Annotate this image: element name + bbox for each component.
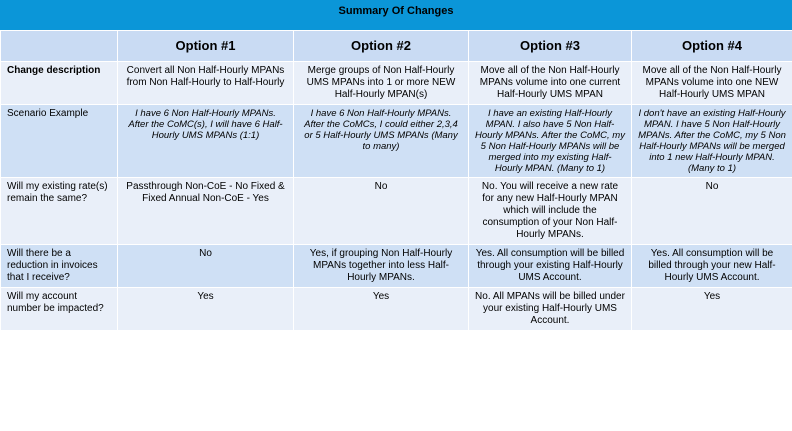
table-cell: No. You will receive a new rate for any new Half-Hourly MPAN which will include the consumption of your Non Half-Hourly MPANs.: [469, 178, 632, 245]
header-row: [1, 31, 792, 62]
table-cell: I have an existing Half-Hourly MPAN. I also have 5 Non Half-Hourly MPANs. After the CoMC, my 5 Non Half-Hourly MPANs will be merged into my existing Half-Hourly MPAN. (Many to 1): [469, 105, 632, 178]
table-cell: I don't have an existing Half-Hourly MPAN. I have 5 Non Half-Hourly MPANs. After the CoMC, my 5 Non Half-Hourly MPANs will be merged into 1 new Half-Hourly MPAN. (Many to 1): [632, 105, 792, 178]
table-row-existing-rates: [1, 178, 792, 245]
column-header-option-2: Option #2: [294, 31, 469, 62]
column-header-option-3: Option #3: [469, 31, 632, 62]
table-cell: Move all of the Non Half-Hourly MPANs volume into one NEW Half-Hourly UMS MPAN: [632, 62, 792, 105]
table-cell: Yes: [294, 288, 469, 331]
table-cell: No. All MPANs will be billed under your existing Half-Hourly UMS Account.: [469, 288, 632, 331]
row-label: Will there be a reduction in invoices that I receive?: [1, 245, 118, 288]
summary-table: [0, 30, 792, 331]
table-cell: No: [294, 178, 469, 245]
table-cell: Yes, if grouping Non Half-Hourly MPANs together into less Half-Hourly MPANs.: [294, 245, 469, 288]
table-cell: Move all of the Non Half-Hourly MPANs volume into one current Half-Hourly UMS MPAN: [469, 62, 632, 105]
table-cell: Yes: [118, 288, 294, 331]
summary-title: Summary Of Changes: [0, 0, 792, 30]
column-header-option-4: Option #4: [632, 31, 792, 62]
row-label: Will my existing rate(s) remain the same?: [1, 178, 118, 245]
table-row-invoice-reduction: [1, 245, 792, 288]
row-label: Scenario Example: [1, 105, 118, 178]
row-label: Change description: [1, 62, 118, 105]
row-label: Will my account number be impacted?: [1, 288, 118, 331]
table-cell: Convert all Non Half-Hourly MPANs from Non Half-Hourly to Half-Hourly: [118, 62, 294, 105]
table-cell: Passthrough Non-CoE - No Fixed & Fixed Annual Non-CoE - Yes: [118, 178, 294, 245]
table-row-scenario-example: [1, 105, 792, 178]
table-cell: No: [632, 178, 792, 245]
table-cell: I have 6 Non Half-Hourly MPANs. After the CoMC(s), I will have 6 Half-Hourly UMS MPANs (1:1): [118, 105, 294, 178]
table-row-change-description: [1, 62, 792, 105]
table-row-account-number: [1, 288, 792, 331]
table-cell: No: [118, 245, 294, 288]
table-cell: I have 6 Non Half-Hourly MPANs. After the CoMCs, I could either 2,3,4 or 5 Half-Hourly UMS MPANs (Many to many): [294, 105, 469, 178]
table-cell: Yes. All consumption will be billed through your new Half-Hourly UMS Account.: [632, 245, 792, 288]
header-corner: [1, 31, 118, 62]
table-cell: Yes: [632, 288, 792, 331]
table-cell: Merge groups of Non Half-Hourly UMS MPANs into 1 or more NEW Half-Hourly MPAN(s): [294, 62, 469, 105]
table-cell: Yes. All consumption will be billed through your existing Half-Hourly UMS Account.: [469, 245, 632, 288]
column-header-option-1: Option #1: [118, 31, 294, 62]
